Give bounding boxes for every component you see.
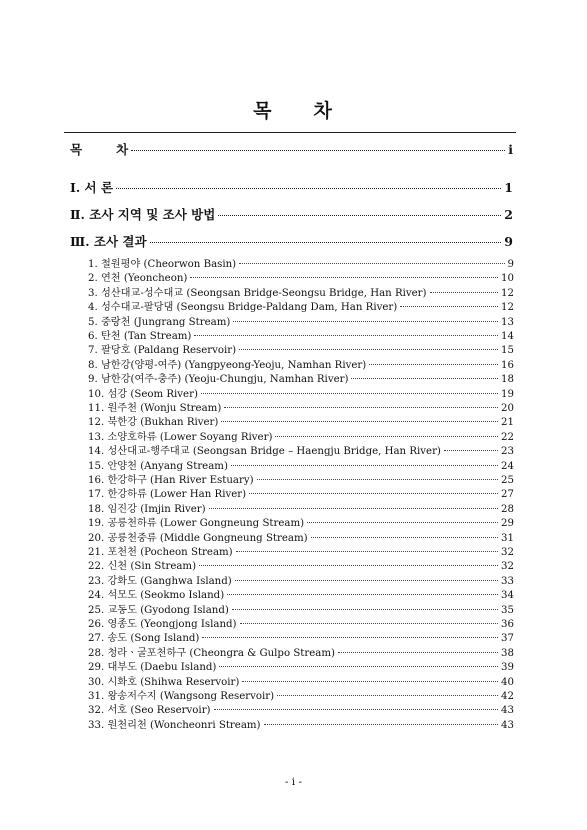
toc-page-number: 1 bbox=[504, 180, 513, 195]
dot-leader bbox=[150, 242, 502, 243]
toc-sub-label: 31. 왕송저수지 (Wangsong Reservoir) bbox=[88, 691, 275, 702]
toc-sub-page: 21 bbox=[501, 417, 514, 429]
dot-leader bbox=[249, 493, 498, 494]
toc-sub-entry[interactable] bbox=[88, 514, 514, 529]
toc-sub-entry[interactable] bbox=[88, 356, 514, 371]
dot-leader bbox=[201, 393, 498, 394]
toc-sub-page: 37 bbox=[501, 633, 514, 645]
toc-sub-label: 33. 원천리천 (Woncheonri Stream) bbox=[88, 719, 261, 731]
toc-sub-page: 20 bbox=[501, 403, 514, 414]
dot-leader bbox=[224, 407, 498, 408]
dot-leader bbox=[311, 537, 498, 538]
dot-leader bbox=[209, 508, 498, 509]
dot-leader bbox=[233, 321, 498, 322]
toc-sub-label: 20. 공릉천중류 (Middle Gongneung Stream) bbox=[88, 532, 308, 544]
toc-sub-entry[interactable] bbox=[88, 687, 514, 702]
toc-sub-page: 14 bbox=[501, 331, 514, 342]
toc-sub-label: 1. 철원평야 (Cheorwon Basin) bbox=[88, 259, 237, 270]
toc-sub-page: 18 bbox=[501, 374, 514, 386]
toc-entry-label: Ⅲ. 조사 결과 bbox=[70, 234, 147, 249]
toc-sub-label: 22. 신천 (Sin Stream) bbox=[88, 561, 197, 573]
toc-sub-entry[interactable] bbox=[88, 471, 514, 486]
toc-sub-page: 24 bbox=[501, 460, 514, 472]
toc-sub-entry[interactable] bbox=[88, 298, 514, 313]
toc-sub-label: 3. 성산대교-성수대교 (Seongsan Bridge-Seongsu Bridge, Han River) bbox=[88, 287, 427, 299]
toc-sub-page: 39 bbox=[501, 662, 514, 674]
dot-leader bbox=[239, 263, 504, 264]
toc-page-number: 9 bbox=[504, 234, 513, 249]
page-title bbox=[0, 96, 587, 123]
dot-leader bbox=[444, 450, 498, 451]
toc-sub-label: 23. 강화도 (Ganghwa Island) bbox=[88, 575, 232, 587]
dot-leader bbox=[199, 565, 498, 566]
toc-entry-label: Ⅰ. 서 론 bbox=[70, 180, 114, 195]
toc-label-part1: 목 bbox=[70, 142, 83, 157]
toc-sub-entry[interactable] bbox=[88, 716, 514, 731]
toc-sub-label: 15. 안양천 (Anyang Stream) bbox=[88, 460, 228, 472]
dot-leader bbox=[231, 465, 498, 466]
toc-sub-label: 24. 석모도 (Seokmo Island) bbox=[88, 590, 225, 602]
toc-sub-entry[interactable] bbox=[88, 543, 514, 558]
toc-sub-page: 25 bbox=[501, 475, 514, 486]
toc-sub-entry[interactable] bbox=[88, 485, 514, 500]
toc-sub-page: 42 bbox=[501, 691, 514, 702]
toc-sub-label: 16. 한강하구 (Han River Estuary) bbox=[88, 475, 254, 486]
dot-leader bbox=[240, 623, 499, 624]
toc-sub-entry[interactable] bbox=[88, 673, 514, 688]
toc-sub-label: 10. 섬강 (Seom River) bbox=[88, 388, 198, 400]
toc-sub-entry[interactable] bbox=[88, 572, 514, 587]
toc-sub-entry[interactable] bbox=[88, 658, 514, 673]
dot-leader bbox=[232, 609, 498, 610]
dot-leader bbox=[239, 349, 498, 350]
toc-sub-entry[interactable] bbox=[88, 428, 514, 443]
dot-leader bbox=[400, 306, 498, 307]
toc-sub-page: 31 bbox=[501, 532, 514, 544]
toc-sub-entry[interactable] bbox=[88, 385, 514, 400]
top-rule bbox=[64, 132, 516, 133]
dot-leader bbox=[351, 378, 498, 379]
dot-leader bbox=[264, 724, 499, 725]
toc-sub-label: 32. 서호 (Seo Reservoir) bbox=[88, 705, 211, 717]
dot-leader bbox=[219, 666, 498, 667]
toc-sub-label: 14. 성산대교-행주대교 (Seongsan Bridge – Haengju Bridge, Han River) bbox=[88, 446, 441, 458]
dot-leader bbox=[338, 652, 498, 653]
toc-sub-page: 36 bbox=[501, 619, 514, 630]
page-title-part2: 차 bbox=[313, 100, 334, 122]
toc-page-number: 2 bbox=[504, 207, 513, 222]
toc-sub-label: 8. 남한강(양평-여주) (Yangpyeong-Yeoju, Namhan River) bbox=[88, 359, 367, 371]
toc-sub-page: 9 bbox=[507, 259, 514, 270]
toc-entry-section-2[interactable] bbox=[70, 205, 513, 223]
dot-leader bbox=[194, 335, 498, 336]
dot-leader bbox=[430, 292, 499, 293]
toc-sub-entry[interactable] bbox=[88, 457, 514, 472]
toc-sub-page: 13 bbox=[501, 316, 514, 328]
dot-leader bbox=[131, 150, 505, 151]
toc-sub-page: 38 bbox=[501, 647, 514, 659]
toc-sub-page: 29 bbox=[501, 518, 514, 530]
toc-sub-page: 28 bbox=[501, 503, 514, 515]
toc-sub-label: 29. 대부도 (Daebu Island) bbox=[88, 662, 217, 674]
toc-sub-page: 32 bbox=[501, 561, 514, 573]
dot-leader bbox=[214, 709, 498, 710]
toc-sub-entry[interactable] bbox=[88, 284, 514, 299]
toc-sub-label: 26. 영종도 (Yeongjong Island) bbox=[88, 619, 237, 630]
toc-sub-entry[interactable] bbox=[88, 399, 514, 414]
toc-sub-label: 13. 소양호하류 (Lower Soyang River) bbox=[88, 431, 273, 443]
toc-sub-label: 25. 교동도 (Gyodong Island) bbox=[88, 604, 229, 616]
toc-sub-label: 21. 포천천 (Pocheon Stream) bbox=[88, 547, 233, 558]
toc-sub-entry[interactable] bbox=[88, 269, 514, 284]
toc-sub-page: 19 bbox=[501, 388, 514, 400]
toc-sub-page: 32 bbox=[501, 547, 514, 558]
toc-sub-label: 30. 시화호 (Shihwa Reservoir) bbox=[88, 676, 240, 688]
toc-sub-label: 18. 임진강 (Imjin River) bbox=[88, 503, 206, 515]
dot-leader bbox=[190, 277, 498, 278]
toc-sub-page: 12 bbox=[501, 302, 514, 314]
dot-leader bbox=[116, 188, 501, 189]
toc-sub-page: 22 bbox=[501, 431, 514, 443]
toc-sub-label: 12. 북한강 (Bukhan River) bbox=[88, 417, 219, 429]
toc-sub-label: 5. 중랑천 (Jungrang Stream) bbox=[88, 316, 231, 328]
toc-sub-page: 34 bbox=[501, 590, 514, 602]
dot-leader bbox=[202, 637, 498, 638]
toc-sub-label: 28. 청라ㆍ굴포천하구 (Cheongra & Gulpo Stream) bbox=[88, 647, 336, 659]
toc-sub-label: 4. 성수대교-팔당댐 (Seongsu Bridge-Paldang Dam, Han River) bbox=[88, 302, 398, 314]
toc-sub-page: 43 bbox=[501, 705, 514, 717]
toc-sub-entry[interactable] bbox=[88, 442, 514, 457]
dot-leader bbox=[227, 594, 498, 595]
toc-sub-entry[interactable] bbox=[88, 701, 514, 716]
toc-sub-page: 15 bbox=[501, 345, 514, 357]
toc-sub-entry[interactable] bbox=[88, 327, 514, 342]
toc-sub-label: 11. 원주천 (Wonju Stream) bbox=[88, 403, 222, 414]
toc-sub-entry[interactable] bbox=[88, 313, 514, 328]
toc-sub-page: 40 bbox=[501, 676, 514, 688]
toc-sub-label: 19. 공릉천하류 (Lower Gongneung Stream) bbox=[88, 518, 305, 530]
toc-sub-page: 16 bbox=[501, 359, 514, 371]
toc-sub-entry[interactable] bbox=[88, 629, 514, 644]
toc-sub-label: 6. 탄천 (Tan Stream) bbox=[88, 331, 192, 342]
toc-sub-entry[interactable] bbox=[88, 370, 514, 385]
toc-sub-label: 27. 송도 (Song Island) bbox=[88, 633, 200, 645]
toc-label-part2: 차 bbox=[116, 142, 129, 157]
toc-sub-page: 33 bbox=[501, 575, 514, 587]
toc-sub-label: 2. 연천 (Yeoncheon) bbox=[88, 273, 188, 285]
toc-entry-label bbox=[70, 140, 128, 158]
toc-sub-page: 43 bbox=[501, 719, 514, 731]
dot-leader bbox=[236, 551, 498, 552]
toc-sub-label: 9. 남한강(여주-충주) (Yeoju-Chungju, Namhan River) bbox=[88, 374, 349, 386]
toc-sub-page: 27 bbox=[501, 489, 514, 501]
toc-sub-entry[interactable] bbox=[88, 586, 514, 601]
dot-leader bbox=[235, 580, 498, 581]
toc-sub-entry[interactable] bbox=[88, 615, 514, 630]
toc-entry-section-3[interactable] bbox=[70, 232, 513, 250]
page-footer-number: - i - bbox=[284, 776, 303, 788]
dot-leader bbox=[369, 364, 498, 365]
toc-page-number: i bbox=[508, 142, 513, 157]
toc-sub-entry[interactable] bbox=[88, 529, 514, 544]
toc-sub-entry[interactable] bbox=[88, 255, 514, 270]
dot-leader bbox=[275, 436, 498, 437]
toc-sub-entry[interactable] bbox=[88, 413, 514, 428]
toc-sub-entry[interactable] bbox=[88, 644, 514, 659]
toc-entry-section-1[interactable] bbox=[70, 178, 513, 196]
toc-sub-entry[interactable] bbox=[88, 557, 514, 572]
toc-sub-label: 7. 팔당호 (Paldang Reservoir) bbox=[88, 345, 237, 357]
toc-entry-label: Ⅱ. 조사 지역 및 조사 방법 bbox=[70, 207, 216, 222]
page-title-part1: 목 bbox=[253, 100, 274, 122]
dot-leader bbox=[307, 522, 498, 523]
dot-leader bbox=[218, 215, 501, 216]
toc-sub-entry[interactable] bbox=[88, 601, 514, 616]
dot-leader bbox=[221, 421, 498, 422]
dot-leader bbox=[277, 695, 498, 696]
dot-leader bbox=[257, 479, 498, 480]
toc-entry-contents[interactable] bbox=[70, 140, 513, 158]
dot-leader bbox=[242, 681, 498, 682]
toc-sub-entry[interactable] bbox=[88, 500, 514, 515]
toc-sub-page: 12 bbox=[501, 287, 514, 299]
toc-sub-page: 10 bbox=[501, 273, 514, 285]
toc-sub-page: 35 bbox=[501, 604, 514, 616]
toc-sub-entry[interactable] bbox=[88, 341, 514, 356]
toc-sub-label: 17. 한강하류 (Lower Han River) bbox=[88, 489, 247, 501]
toc-sub-page: 23 bbox=[501, 446, 514, 458]
